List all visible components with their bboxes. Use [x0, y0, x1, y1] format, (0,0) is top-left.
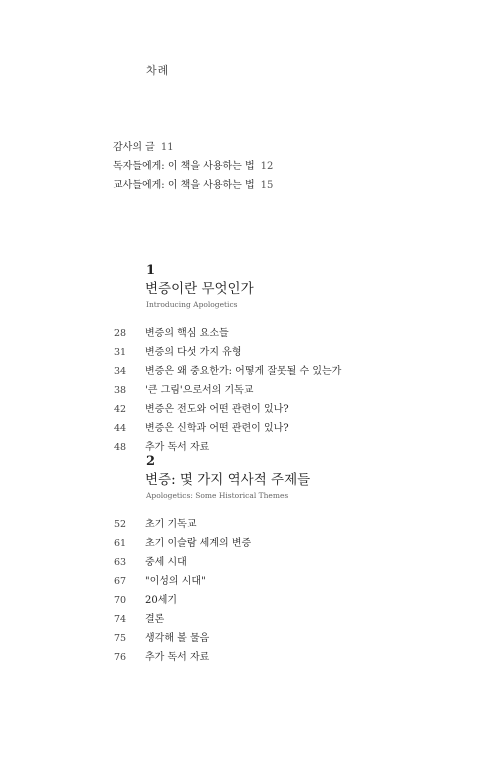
section-item[interactable]	[114, 610, 310, 629]
section-item[interactable]	[114, 419, 341, 438]
section-page: 42	[114, 404, 127, 415]
section-page: 38	[114, 385, 127, 396]
section-title: 결론	[145, 614, 165, 625]
section-page: 34	[114, 366, 127, 377]
section-title: 초기 이슬람 세계의 변증	[145, 538, 252, 549]
front-matter-page: 12	[260, 161, 274, 172]
section-title: "이성의 시대"	[145, 576, 206, 587]
front-matter-item[interactable]	[113, 138, 273, 157]
section-item[interactable]	[114, 381, 341, 400]
section-item[interactable]	[114, 362, 341, 381]
chapter-subtitle: Apologetics: Some Historical Themes	[146, 491, 289, 500]
chapter-subtitle: Introducing Apologetics	[146, 300, 238, 309]
section-page: 63	[114, 557, 127, 568]
section-item[interactable]	[114, 400, 341, 419]
section-page: 76	[114, 652, 127, 663]
section-title: 중세 시대	[145, 557, 187, 568]
section-title: 추가 독서 자료	[145, 652, 210, 663]
chapter-number: 2	[146, 454, 156, 469]
section-page: 70	[114, 595, 127, 606]
section-title: 초기 기독교	[145, 519, 197, 530]
page-title: 차례	[146, 64, 170, 77]
section-page: 44	[114, 423, 127, 434]
chapter-title[interactable]: 변증: 몇 가지 역사적 주제들	[145, 472, 311, 488]
section-title: 추가 독서 자료	[145, 442, 210, 453]
section-page: 75	[114, 633, 127, 644]
section-title: 변증은 전도와 어떤 관련이 있나?	[145, 404, 289, 415]
section-item[interactable]	[114, 324, 341, 343]
section-page: 48	[114, 442, 127, 453]
section-page: 31	[114, 347, 127, 358]
section-title: '큰 그림'으로서의 기독교	[145, 385, 254, 396]
section-item[interactable]	[114, 515, 310, 534]
section-title: 변증은 신학과 어떤 관련이 있나?	[145, 423, 289, 434]
section-page: 28	[114, 328, 127, 339]
section-title: 생각해 볼 물음	[145, 633, 210, 644]
section-title: 변증의 핵심 요소들	[145, 328, 229, 339]
section-page: 61	[114, 538, 127, 549]
front-matter-item[interactable]	[113, 176, 273, 195]
section-title: 20세기	[145, 595, 178, 606]
front-matter-page: 11	[160, 142, 174, 153]
front-matter-title: 교사들에게: 이 책을 사용하는 법	[113, 180, 255, 191]
section-item[interactable]	[114, 629, 310, 648]
section-list	[114, 515, 310, 667]
section-page: 67	[114, 576, 127, 587]
chapter-number: 1	[146, 263, 156, 278]
chapter-2	[114, 453, 310, 667]
front-matter-title: 독자들에게: 이 책을 사용하는 법	[113, 161, 255, 172]
section-item[interactable]	[114, 572, 310, 591]
front-matter-item[interactable]	[113, 157, 273, 176]
section-item[interactable]	[114, 648, 310, 667]
section-item[interactable]	[114, 534, 310, 553]
section-item[interactable]	[114, 343, 341, 362]
front-matter-page: 15	[260, 180, 274, 191]
section-item[interactable]	[114, 553, 310, 572]
section-list	[114, 324, 341, 457]
section-page: 74	[114, 614, 127, 625]
section-item[interactable]	[114, 591, 310, 610]
front-matter-title: 감사의 글	[113, 142, 155, 153]
section-title: 변증은 왜 중요한가: 어떻게 잘못될 수 있는가	[145, 366, 342, 377]
section-page: 52	[114, 519, 127, 530]
front-matter-list	[113, 138, 273, 195]
section-title: 변증의 다섯 가지 유형	[145, 347, 242, 358]
chapter-1	[114, 262, 341, 457]
chapter-title[interactable]: 변증이란 무엇인가	[145, 281, 254, 297]
